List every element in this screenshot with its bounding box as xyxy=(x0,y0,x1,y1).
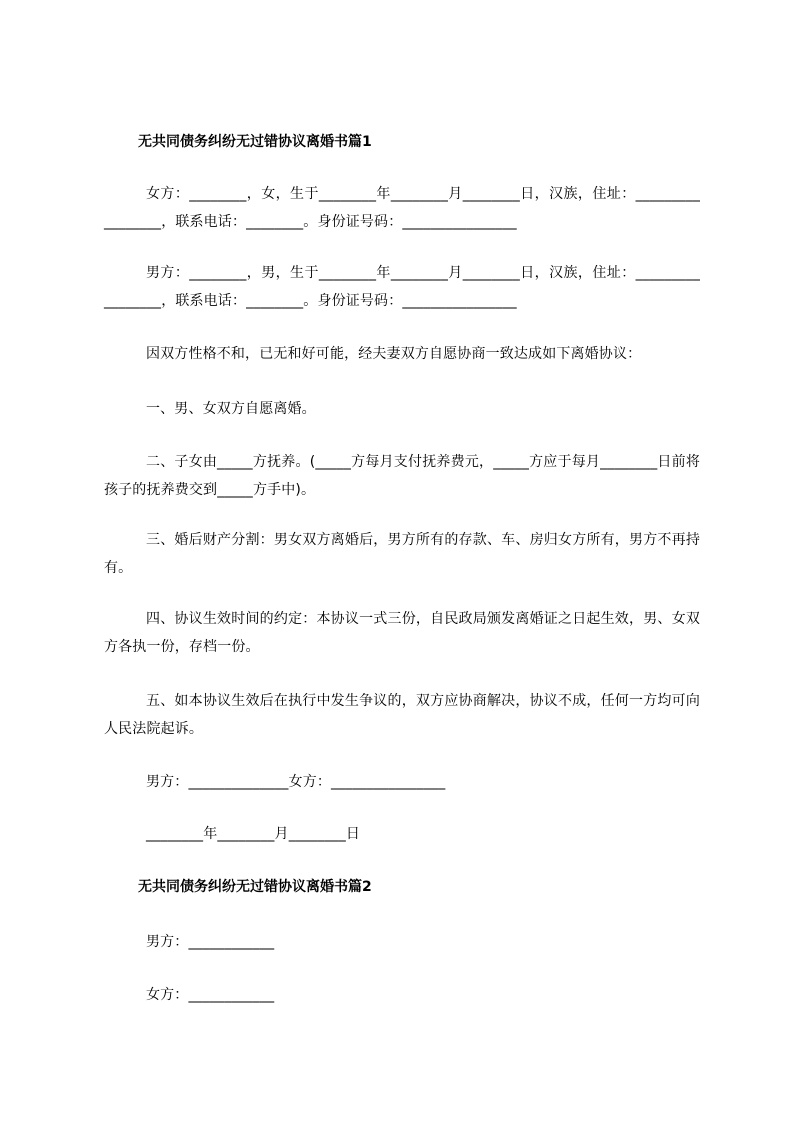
section-2-female-line: 女方：____________ xyxy=(146,987,275,1003)
section-2-title: 无共同债务纠纷无过错协议离婚书篇2 xyxy=(138,879,372,895)
female-party-paragraph: 女方：________，女，生于________年________月________日，汉族，住址：_________________，联系电话：________。身份证号码：________________ xyxy=(104,186,700,230)
section-1-title: 无共同债务纠纷无过错协议离婚书篇1 xyxy=(138,134,372,150)
signature-line: 男方：______________女方：________________ xyxy=(146,774,446,790)
clause-4-paragraph: 四、协议生效时间的约定：本协议一式三份，自民政局颁发离婚证之日起生效，男、女双方各执一份，存档一份。 xyxy=(104,611,700,655)
date-line: ________年________月________日 xyxy=(146,826,361,842)
clause-1-paragraph: 一、男、女双方自愿离婚。 xyxy=(146,401,316,417)
clause-2-paragraph: 二、子女由_____方抚养。(_____方每月支付抚养费元，_____方应于每月________日前将孩子的抚养费交到_____方手中)。 xyxy=(104,454,700,498)
clause-5-paragraph: 五、如本协议生效后在执行中发生争议的，双方应协商解决，协议不成，任何一方均可向人民法院起诉。 xyxy=(104,693,700,737)
section-2-male-line: 男方：____________ xyxy=(146,934,275,950)
male-party-paragraph: 男方：________，男，生于________年________月________日，汉族，住址：_________________，联系电话：________。身份证号码：________________ xyxy=(104,265,700,309)
intro-paragraph: 因双方性格不和，已无和好可能，经夫妻双方自愿协商一致达成如下离婚协议： xyxy=(146,346,642,362)
clause-3-paragraph: 三、婚后财产分割：男女双方离婚后，男方所有的存款、车、房归女方所有，男方不再持有。 xyxy=(104,532,700,576)
